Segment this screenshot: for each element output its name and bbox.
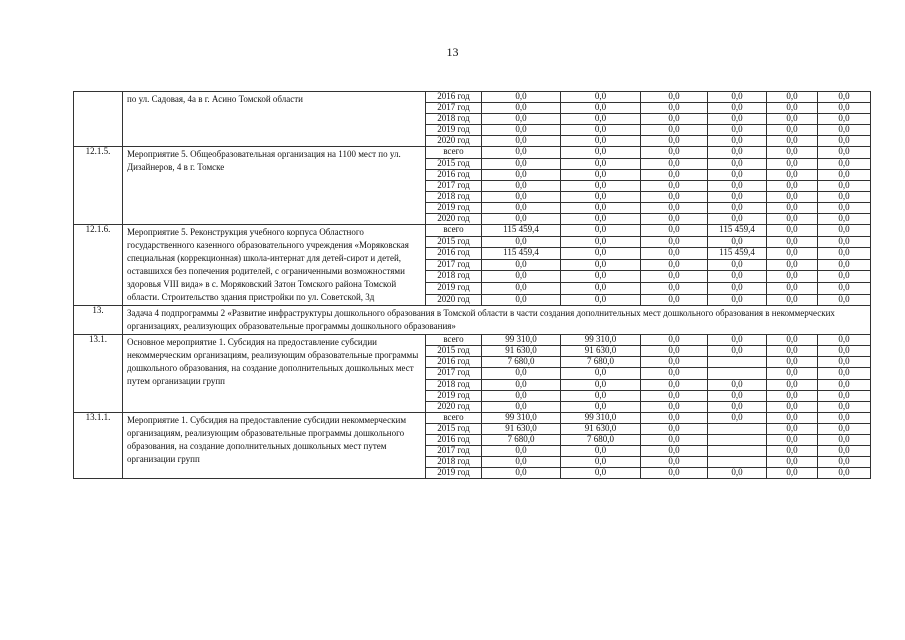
federal-cell: 0,0 xyxy=(561,379,641,390)
federal-cell: 0,0 xyxy=(561,390,641,401)
federal-cell: 0,0 xyxy=(561,401,641,412)
federal-cell: 0,0 xyxy=(561,191,641,202)
federal-cell: 0,0 xyxy=(561,457,641,468)
extra-cell: 0,0 xyxy=(767,379,818,390)
task-row xyxy=(74,306,871,335)
extra-cell: 0,0 xyxy=(767,92,818,103)
other-cell: 0,0 xyxy=(818,180,871,191)
other-cell: 0,0 xyxy=(818,103,871,114)
extra-cell: 0,0 xyxy=(767,180,818,191)
federal-cell: 99 310,0 xyxy=(561,335,641,346)
federal-cell: 0,0 xyxy=(561,103,641,114)
table-row xyxy=(74,412,871,423)
total-cell: 0,0 xyxy=(482,259,561,271)
other-cell: 0,0 xyxy=(818,412,871,423)
total-cell: 99 310,0 xyxy=(482,335,561,346)
regional-cell: 0,0 xyxy=(641,202,708,213)
federal-cell: 99 310,0 xyxy=(561,412,641,423)
table-row xyxy=(74,147,871,158)
regional-cell: 0,0 xyxy=(641,180,708,191)
other-cell: 0,0 xyxy=(818,457,871,468)
regional-cell: 0,0 xyxy=(641,457,708,468)
total-cell: 91 630,0 xyxy=(482,423,561,434)
regional-cell: 0,0 xyxy=(641,390,708,401)
total-cell: 91 630,0 xyxy=(482,346,561,357)
row-number: 13. xyxy=(74,306,123,335)
year-cell: 2020 год xyxy=(426,136,482,147)
other-cell: 0,0 xyxy=(818,136,871,147)
total-cell: 0,0 xyxy=(482,368,561,379)
year-cell: 2018 год xyxy=(426,271,482,283)
measure-description: Мероприятие 5. Общеобразовательная организация на 1100 мест по ул. Дизайнеров, 4 в г. Томске xyxy=(123,147,426,225)
extra-cell: 0,0 xyxy=(767,294,818,306)
extra-cell: 0,0 xyxy=(767,434,818,445)
local-cell: 0,0 xyxy=(708,147,767,158)
local-cell: 0,0 xyxy=(708,214,767,225)
local-cell: 0,0 xyxy=(708,401,767,412)
extra-cell: 0,0 xyxy=(767,390,818,401)
row-number: 12.1.5. xyxy=(74,147,123,225)
regional-cell: 0,0 xyxy=(641,446,708,457)
regional-cell: 0,0 xyxy=(641,379,708,390)
local-cell: 0,0 xyxy=(708,335,767,346)
year-cell: 2015 год xyxy=(426,346,482,357)
other-cell: 0,0 xyxy=(818,423,871,434)
other-cell: 0,0 xyxy=(818,294,871,306)
other-cell: 0,0 xyxy=(818,357,871,368)
year-cell: всего xyxy=(426,335,482,346)
regional-cell: 0,0 xyxy=(641,259,708,271)
year-cell: 2017 год xyxy=(426,446,482,457)
total-cell: 99 310,0 xyxy=(482,412,561,423)
extra-cell: 0,0 xyxy=(767,191,818,202)
federal-cell: 0,0 xyxy=(561,259,641,271)
extra-cell: 0,0 xyxy=(767,346,818,357)
federal-cell: 0,0 xyxy=(561,468,641,479)
extra-cell: 0,0 xyxy=(767,248,818,260)
regional-cell: 0,0 xyxy=(641,423,708,434)
regional-cell: 0,0 xyxy=(641,114,708,125)
extra-cell: 0,0 xyxy=(767,158,818,169)
year-cell: 2015 год xyxy=(426,158,482,169)
regional-cell: 0,0 xyxy=(641,434,708,445)
year-cell: 2020 год xyxy=(426,401,482,412)
local-cell: 0,0 xyxy=(708,158,767,169)
federal-cell: 0,0 xyxy=(561,214,641,225)
federal-cell: 0,0 xyxy=(561,236,641,248)
regional-cell: 0,0 xyxy=(641,412,708,423)
other-cell: 0,0 xyxy=(818,158,871,169)
extra-cell: 0,0 xyxy=(767,335,818,346)
regional-cell: 0,0 xyxy=(641,191,708,202)
regional-cell: 0,0 xyxy=(641,248,708,260)
federal-cell: 0,0 xyxy=(561,147,641,158)
year-cell: 2017 год xyxy=(426,368,482,379)
year-cell: 2016 год xyxy=(426,248,482,260)
federal-cell: 0,0 xyxy=(561,225,641,237)
extra-cell: 0,0 xyxy=(767,169,818,180)
local-cell: 0,0 xyxy=(708,92,767,103)
regional-cell: 0,0 xyxy=(641,169,708,180)
extra-cell: 0,0 xyxy=(767,357,818,368)
regional-cell: 0,0 xyxy=(641,335,708,346)
local-cell: 0,0 xyxy=(708,390,767,401)
extra-cell: 0,0 xyxy=(767,412,818,423)
other-cell: 0,0 xyxy=(818,259,871,271)
year-cell: 2016 год xyxy=(426,92,482,103)
local-cell: 0,0 xyxy=(708,346,767,357)
year-cell: 2016 год xyxy=(426,169,482,180)
other-cell: 0,0 xyxy=(818,271,871,283)
extra-cell: 0,0 xyxy=(767,147,818,158)
local-cell: 0,0 xyxy=(708,294,767,306)
other-cell: 0,0 xyxy=(818,214,871,225)
extra-cell: 0,0 xyxy=(767,271,818,283)
local-cell: 115 459,4 xyxy=(708,225,767,237)
local-cell: 0,0 xyxy=(708,412,767,423)
extra-cell: 0,0 xyxy=(767,103,818,114)
extra-cell: 0,0 xyxy=(767,259,818,271)
other-cell: 0,0 xyxy=(818,446,871,457)
total-cell: 0,0 xyxy=(482,158,561,169)
extra-cell: 0,0 xyxy=(767,446,818,457)
year-cell: 2019 год xyxy=(426,390,482,401)
budget-table xyxy=(73,91,871,479)
table-row xyxy=(74,335,871,346)
table-row xyxy=(74,92,871,103)
total-cell: 0,0 xyxy=(482,457,561,468)
total-cell: 0,0 xyxy=(482,136,561,147)
total-cell: 0,0 xyxy=(482,379,561,390)
federal-cell: 0,0 xyxy=(561,271,641,283)
year-cell: 2016 год xyxy=(426,434,482,445)
extra-cell: 0,0 xyxy=(767,136,818,147)
total-cell: 0,0 xyxy=(482,294,561,306)
local-cell: 0,0 xyxy=(708,259,767,271)
other-cell: 0,0 xyxy=(818,379,871,390)
local-cell: 0,0 xyxy=(708,379,767,390)
measure-description: по ул. Садовая, 4а в г. Асино Томской области xyxy=(123,92,426,147)
year-cell: 2019 год xyxy=(426,202,482,213)
federal-cell: 0,0 xyxy=(561,114,641,125)
year-cell: 2017 год xyxy=(426,180,482,191)
other-cell: 0,0 xyxy=(818,468,871,479)
total-cell: 7 680,0 xyxy=(482,434,561,445)
federal-cell: 0,0 xyxy=(561,136,641,147)
regional-cell: 0,0 xyxy=(641,401,708,412)
total-cell: 0,0 xyxy=(482,202,561,213)
year-cell: 2018 год xyxy=(426,379,482,390)
other-cell: 0,0 xyxy=(818,346,871,357)
local-cell xyxy=(708,434,767,445)
year-cell: 2016 год xyxy=(426,357,482,368)
year-cell: всего xyxy=(426,412,482,423)
other-cell: 0,0 xyxy=(818,368,871,379)
federal-cell: 91 630,0 xyxy=(561,423,641,434)
year-cell: 2018 год xyxy=(426,191,482,202)
federal-cell: 0,0 xyxy=(561,282,641,294)
federal-cell: 7 680,0 xyxy=(561,357,641,368)
year-cell: 2015 год xyxy=(426,236,482,248)
federal-cell: 91 630,0 xyxy=(561,346,641,357)
other-cell: 0,0 xyxy=(818,248,871,260)
table-body xyxy=(74,92,871,479)
federal-cell: 0,0 xyxy=(561,180,641,191)
total-cell: 0,0 xyxy=(482,214,561,225)
year-cell: 2020 год xyxy=(426,214,482,225)
extra-cell: 0,0 xyxy=(767,423,818,434)
measure-description: Мероприятие 1. Субсидия на предоставление субсидии некоммерческим организациям, реализующим образовательные программы дошкольного образования, на создание дополнительных дошкольных мест путем организации групп xyxy=(123,412,426,479)
local-cell xyxy=(708,368,767,379)
year-cell: 2019 год xyxy=(426,468,482,479)
regional-cell: 0,0 xyxy=(641,468,708,479)
row-number: 13.1. xyxy=(74,335,123,413)
local-cell xyxy=(708,446,767,457)
local-cell: 0,0 xyxy=(708,125,767,136)
year-cell: 2015 год xyxy=(426,423,482,434)
extra-cell: 0,0 xyxy=(767,125,818,136)
total-cell: 0,0 xyxy=(482,468,561,479)
regional-cell: 0,0 xyxy=(641,346,708,357)
measure-description: Основное мероприятие 1. Субсидия на предоставление субсидии некоммерческим организациям, реализующим образовательные программы дошкольного образования, на создание дополнительных дошкольных мест путем организации групп xyxy=(123,335,426,413)
local-cell: 0,0 xyxy=(708,282,767,294)
row-number: 12.1.6. xyxy=(74,225,123,306)
federal-cell: 0,0 xyxy=(561,368,641,379)
year-cell: 2018 год xyxy=(426,457,482,468)
federal-cell: 0,0 xyxy=(561,125,641,136)
total-cell: 0,0 xyxy=(482,169,561,180)
extra-cell: 0,0 xyxy=(767,214,818,225)
regional-cell: 0,0 xyxy=(641,136,708,147)
other-cell: 0,0 xyxy=(818,191,871,202)
other-cell: 0,0 xyxy=(818,434,871,445)
regional-cell: 0,0 xyxy=(641,236,708,248)
regional-cell: 0,0 xyxy=(641,294,708,306)
year-cell: 2017 год xyxy=(426,259,482,271)
year-cell: 2017 год xyxy=(426,103,482,114)
other-cell: 0,0 xyxy=(818,282,871,294)
regional-cell: 0,0 xyxy=(641,103,708,114)
local-cell: 0,0 xyxy=(708,169,767,180)
other-cell: 0,0 xyxy=(818,401,871,412)
total-cell: 0,0 xyxy=(482,390,561,401)
local-cell: 0,0 xyxy=(708,271,767,283)
task-description: Задача 4 подпрограммы 2 «Развитие инфраструктуры дошкольного образования в Томской области в части создания дополнительных мест дошкольного образования в некоммерческих организациях, реализующих образовательные программы дошкольного образования» xyxy=(123,306,871,335)
local-cell: 115 459,4 xyxy=(708,248,767,260)
other-cell: 0,0 xyxy=(818,169,871,180)
total-cell: 0,0 xyxy=(482,180,561,191)
local-cell: 0,0 xyxy=(708,180,767,191)
extra-cell: 0,0 xyxy=(767,468,818,479)
regional-cell: 0,0 xyxy=(641,158,708,169)
total-cell: 115 459,4 xyxy=(482,225,561,237)
year-cell: 2019 год xyxy=(426,282,482,294)
row-number xyxy=(74,92,123,147)
total-cell: 0,0 xyxy=(482,147,561,158)
total-cell: 0,0 xyxy=(482,114,561,125)
extra-cell: 0,0 xyxy=(767,114,818,125)
extra-cell: 0,0 xyxy=(767,202,818,213)
regional-cell: 0,0 xyxy=(641,214,708,225)
federal-cell: 0,0 xyxy=(561,169,641,180)
total-cell: 0,0 xyxy=(482,271,561,283)
total-cell: 0,0 xyxy=(482,446,561,457)
local-cell: 0,0 xyxy=(708,103,767,114)
total-cell: 0,0 xyxy=(482,103,561,114)
extra-cell: 0,0 xyxy=(767,368,818,379)
year-cell: 2019 год xyxy=(426,125,482,136)
regional-cell: 0,0 xyxy=(641,282,708,294)
page-number: 13 xyxy=(446,45,459,59)
total-cell: 0,0 xyxy=(482,191,561,202)
year-cell: всего xyxy=(426,147,482,158)
regional-cell: 0,0 xyxy=(641,125,708,136)
federal-cell: 7 680,0 xyxy=(561,434,641,445)
total-cell: 0,0 xyxy=(482,282,561,294)
other-cell: 0,0 xyxy=(818,335,871,346)
other-cell: 0,0 xyxy=(818,390,871,401)
year-cell: 2020 год xyxy=(426,294,482,306)
other-cell: 0,0 xyxy=(818,147,871,158)
federal-cell: 0,0 xyxy=(561,158,641,169)
federal-cell: 0,0 xyxy=(561,446,641,457)
local-cell: 0,0 xyxy=(708,468,767,479)
local-cell: 0,0 xyxy=(708,236,767,248)
local-cell: 0,0 xyxy=(708,191,767,202)
other-cell: 0,0 xyxy=(818,92,871,103)
federal-cell: 0,0 xyxy=(561,248,641,260)
extra-cell: 0,0 xyxy=(767,457,818,468)
total-cell: 0,0 xyxy=(482,236,561,248)
total-cell: 0,0 xyxy=(482,125,561,136)
table-row xyxy=(74,225,871,237)
local-cell xyxy=(708,357,767,368)
year-cell: 2018 год xyxy=(426,114,482,125)
local-cell: 0,0 xyxy=(708,202,767,213)
regional-cell: 0,0 xyxy=(641,225,708,237)
extra-cell: 0,0 xyxy=(767,225,818,237)
local-cell xyxy=(708,423,767,434)
federal-cell: 0,0 xyxy=(561,92,641,103)
other-cell: 0,0 xyxy=(818,202,871,213)
federal-cell: 0,0 xyxy=(561,294,641,306)
total-cell: 115 459,4 xyxy=(482,248,561,260)
measure-description: Мероприятие 5. Реконструкция учебного корпуса Областного государственного казенного образовательного учреждения «Моряковская специальная (коррекционная) школа-интернат для детей-сирот и детей, оставшихся без попечения родителей, с ограниченными возможностями здоровья VIII вида» в с. Моряковский Затон Томского района Томской области. Строительство здания пристройки по ул. Советской, 3д xyxy=(123,225,426,306)
year-cell: всего xyxy=(426,225,482,237)
federal-cell: 0,0 xyxy=(561,202,641,213)
local-cell: 0,0 xyxy=(708,114,767,125)
extra-cell: 0,0 xyxy=(767,401,818,412)
total-cell: 0,0 xyxy=(482,92,561,103)
local-cell: 0,0 xyxy=(708,136,767,147)
regional-cell: 0,0 xyxy=(641,368,708,379)
regional-cell: 0,0 xyxy=(641,147,708,158)
total-cell: 0,0 xyxy=(482,401,561,412)
row-number: 13.1.1. xyxy=(74,412,123,479)
regional-cell: 0,0 xyxy=(641,271,708,283)
other-cell: 0,0 xyxy=(818,114,871,125)
extra-cell: 0,0 xyxy=(767,282,818,294)
other-cell: 0,0 xyxy=(818,125,871,136)
other-cell: 0,0 xyxy=(818,236,871,248)
regional-cell: 0,0 xyxy=(641,92,708,103)
regional-cell: 0,0 xyxy=(641,357,708,368)
total-cell: 7 680,0 xyxy=(482,357,561,368)
local-cell xyxy=(708,457,767,468)
extra-cell: 0,0 xyxy=(767,236,818,248)
other-cell: 0,0 xyxy=(818,225,871,237)
